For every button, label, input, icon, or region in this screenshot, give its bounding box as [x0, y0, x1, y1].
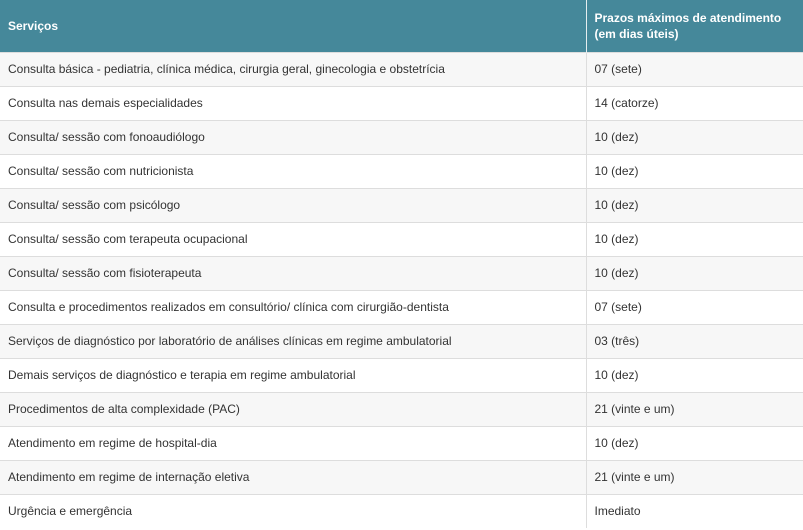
deadline-cell: 10 (dez): [586, 222, 803, 256]
service-cell: Consulta/ sessão com psicólogo: [0, 188, 586, 222]
table-row: [0, 120, 803, 154]
service-cell: Demais serviços de diagnóstico e terapia em regime ambulatorial: [0, 358, 586, 392]
table-row: [0, 426, 803, 460]
service-cell: Consulta/ sessão com fonoaudiólogo: [0, 120, 586, 154]
service-cell: Consulta/ sessão com terapeuta ocupacional: [0, 222, 586, 256]
deadline-cell: 07 (sete): [586, 52, 803, 86]
table-row: [0, 494, 803, 528]
table-row: [0, 324, 803, 358]
deadline-cell: 10 (dez): [586, 154, 803, 188]
table-row: [0, 52, 803, 86]
service-cell: Consulta básica - pediatria, clínica médica, cirurgia geral, ginecologia e obstetrícia: [0, 52, 586, 86]
deadline-cell: 10 (dez): [586, 358, 803, 392]
table-row: [0, 460, 803, 494]
table-row: [0, 256, 803, 290]
service-cell: Consulta/ sessão com fisioterapeuta: [0, 256, 586, 290]
service-cell: Consulta/ sessão com nutricionista: [0, 154, 586, 188]
deadline-cell: 21 (vinte e um): [586, 392, 803, 426]
service-cell: Consulta nas demais especialidades: [0, 86, 586, 120]
deadline-cell: 14 (catorze): [586, 86, 803, 120]
table-row: [0, 154, 803, 188]
deadline-cell: 10 (dez): [586, 426, 803, 460]
service-cell: Serviços de diagnóstico por laboratório de análises clínicas em regime ambulatorial: [0, 324, 586, 358]
service-cell: Procedimentos de alta complexidade (PAC): [0, 392, 586, 426]
deadline-cell: 03 (três): [586, 324, 803, 358]
deadline-cell: 10 (dez): [586, 120, 803, 154]
table-row: [0, 290, 803, 324]
deadline-cell: 21 (vinte e um): [586, 460, 803, 494]
header-services: Serviços: [0, 0, 586, 52]
service-cell: Atendimento em regime de hospital-dia: [0, 426, 586, 460]
service-cell: Atendimento em regime de internação eletiva: [0, 460, 586, 494]
deadline-cell: 07 (sete): [586, 290, 803, 324]
service-cell: Consulta e procedimentos realizados em consultório/ clínica com cirurgião-dentista: [0, 290, 586, 324]
table-body: [0, 52, 803, 528]
table-row: [0, 392, 803, 426]
header-deadlines: Prazos máximos de atendimento (em dias úteis): [594, 10, 782, 41]
table-row: [0, 222, 803, 256]
table-row: [0, 358, 803, 392]
table-row: [0, 86, 803, 120]
service-cell: Urgência e emergência: [0, 494, 586, 528]
table-row: [0, 188, 803, 222]
deadline-cell: 10 (dez): [586, 256, 803, 290]
table-header: [0, 0, 803, 52]
deadline-cell: Imediato: [586, 494, 803, 528]
deadline-cell: 10 (dez): [586, 188, 803, 222]
header-row: [0, 0, 803, 52]
